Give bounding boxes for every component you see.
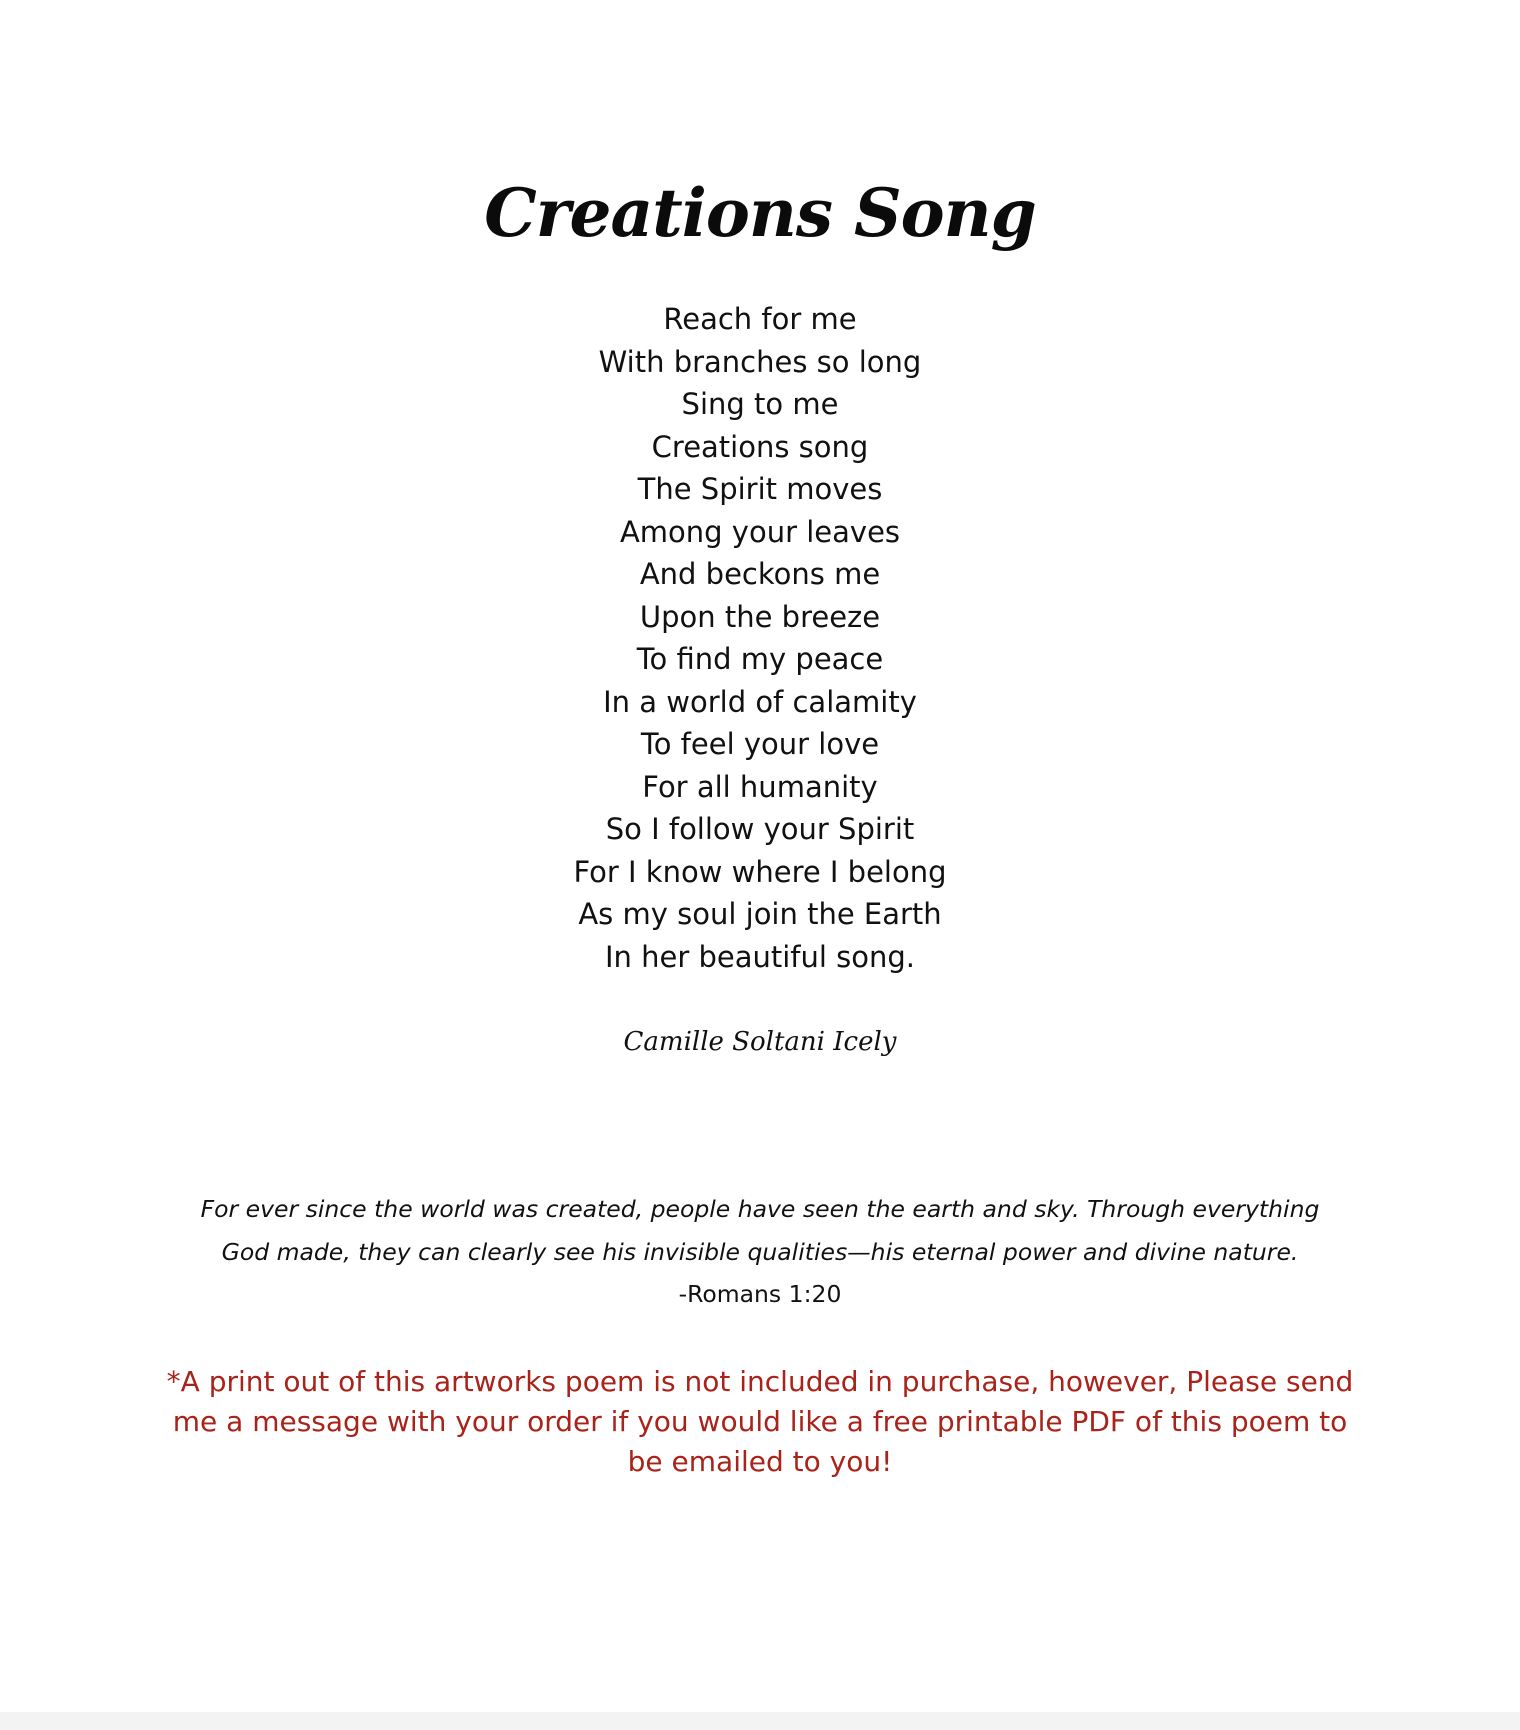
poem-line: And beckons me <box>639 557 881 591</box>
poem-line: For I know where I belong <box>573 854 947 889</box>
poem-lines <box>0 298 1520 978</box>
poem-line: In her beautiful song. <box>604 939 916 974</box>
poem-line: Reach for me <box>663 302 857 336</box>
page-bottom-edge <box>0 1712 1520 1730</box>
poem-line: The Spirit moves <box>637 472 883 506</box>
poem-line: Among your leaves <box>619 514 901 549</box>
author-signature: Camille Soltani Icely <box>623 1027 897 1057</box>
scripture-quote: For ever since the world was created, people have seen the earth and sky. Through everything God made, they can clearly see his invisible qualities—his eternal power and divine nature. <box>200 1195 1320 1266</box>
scripture-citation: -Romans 1:20 <box>678 1280 842 1308</box>
poem-line: Creations song <box>651 429 869 464</box>
poem-line: Upon the breeze <box>639 599 881 634</box>
poem-line: As my soul join the Earth <box>578 897 942 931</box>
purchase-notice: *A print out of this artworks poem is not included in purchase, however, Please send me a message with your order if you would like a free printable PDF of this poem to be emailed to you! <box>166 1365 1354 1478</box>
poem-line: In a world of calamity <box>603 684 917 719</box>
poem-line: For all humanity <box>642 769 878 804</box>
poem-line: Sing to me <box>681 387 839 421</box>
poem-line: To feel your love <box>640 727 880 761</box>
poem-line: With branches so long <box>598 344 922 379</box>
poem-title: Creations Song <box>484 174 1036 252</box>
poem-line: So I follow your Spirit <box>605 812 915 846</box>
poem-line: To find my peace <box>636 642 884 676</box>
